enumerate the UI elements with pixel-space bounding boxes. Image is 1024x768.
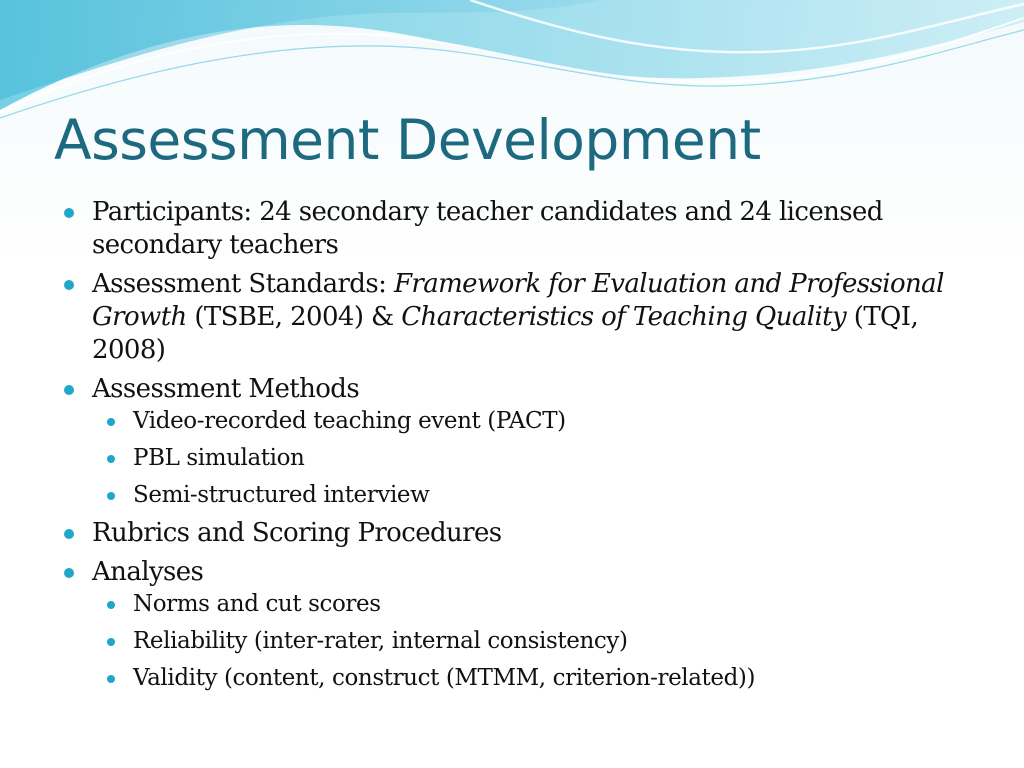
sub-bullet (92, 589, 992, 620)
sub-bullet-dot-icon (107, 675, 115, 683)
bullet-assessment-standards (62, 268, 992, 367)
bullet-dot-icon (64, 208, 74, 218)
sub-bullet-text: Validity (content, construct (MTMM, criterion-related)) (133, 665, 756, 691)
slide-title: Assessment Development (54, 108, 761, 172)
sub-bullet-text: Semi-structured interview (133, 482, 430, 508)
sub-bullet (92, 443, 992, 474)
characteristics-title: Characteristics of Teaching Quality (401, 302, 847, 332)
sub-bullet-text: Norms and cut scores (133, 591, 381, 617)
bullet-text-part: Assessment Standards: (92, 269, 394, 299)
bullet-assessment-methods (62, 373, 992, 511)
bullet-text: Assessment Methods (92, 374, 360, 404)
bullet-text-part: (TSBE, 2004) & (186, 302, 402, 332)
bullet-dot-icon (64, 568, 74, 578)
bullet-dot-icon (64, 529, 74, 539)
sub-bullet (92, 406, 992, 437)
sub-bullet-text: PBL simulation (133, 445, 305, 471)
sub-bullet-text: Video-recorded teaching event (PACT) (133, 408, 566, 434)
sub-bullet (92, 663, 992, 694)
sub-bullet-dot-icon (107, 455, 115, 463)
bullet-text: Participants: 24 secondary teacher candidates and 24 licensed secondary teachers (92, 197, 883, 260)
bullet-dot-icon (64, 385, 74, 395)
bullet-text-part: (TQI, 2008) (92, 302, 919, 365)
bullet-participants (62, 196, 992, 262)
sub-bullet-dot-icon (107, 492, 115, 500)
sub-bullet-dot-icon (107, 638, 115, 646)
sub-bullet-text: Reliability (inter-rater, internal consistency) (133, 628, 628, 654)
sub-bullet-list (92, 589, 992, 694)
sub-bullet-list (92, 406, 992, 511)
framework-title: Framework for Evaluation and Professional Growth (92, 269, 944, 332)
sub-bullet (92, 626, 992, 657)
sub-bullet-dot-icon (107, 601, 115, 609)
bullet-text: Analyses (92, 557, 204, 587)
sub-bullet-dot-icon (107, 418, 115, 426)
bullet-rubrics (62, 517, 992, 550)
bullet-list (62, 196, 992, 700)
sub-bullet (92, 480, 992, 511)
bullet-dot-icon (64, 280, 74, 290)
bullet-analyses (62, 556, 992, 694)
bullet-text: Rubrics and Scoring Procedures (92, 518, 502, 548)
